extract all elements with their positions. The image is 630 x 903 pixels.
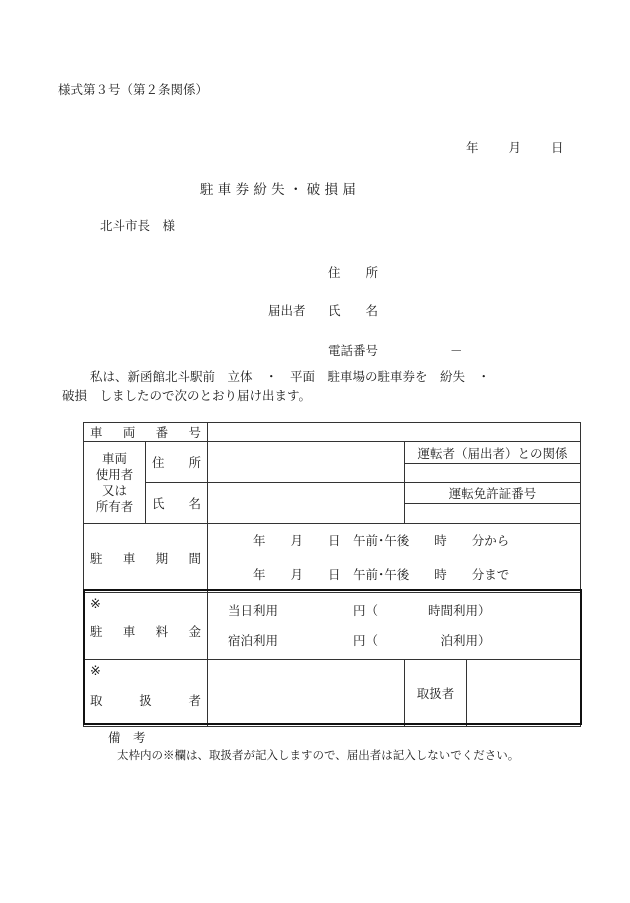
- statement-line-1: 私は、新函館北斗駅前 立体 ・ 平面 駐車場の駐車券を 紛失 ・: [90, 369, 491, 384]
- addressee: 北斗市長 様: [100, 218, 176, 233]
- statement-line-2: 破損 しましたので次のとおり届け出ます。: [62, 388, 312, 403]
- parking-period-field[interactable]: [208, 524, 581, 593]
- page-title: 駐 車 券 紛 失 ・ 破 損 届: [200, 182, 356, 198]
- owner-label: 車両 使用者 又は 所有者: [84, 442, 146, 524]
- date-month: 月: [508, 140, 522, 155]
- fee-same-day: 当日利用 円（ 時間利用）: [228, 603, 491, 618]
- form-id: 様式第３号（第２条関係）: [58, 82, 209, 97]
- notes-heading: 備 考: [108, 730, 146, 745]
- owner-address-label: 住 所: [146, 442, 208, 483]
- period-from: 年 月 日 午前･午後 時 分から: [253, 533, 510, 548]
- period-to: 年 月 日 午前･午後 時 分まで: [253, 567, 510, 582]
- parking-period-label: 駐 車 期 間: [84, 524, 208, 593]
- owner-name-field[interactable]: [208, 483, 405, 524]
- parking-fee-label: ※ 駐 車 料 金: [84, 593, 208, 660]
- license-number-field[interactable]: [405, 504, 581, 524]
- reporter-phone-label: 電話番号: [328, 343, 379, 358]
- notes-text: 太枠内の※欄は、取扱者が記入しますので、届出者は記入しないでください。: [117, 748, 520, 762]
- report-table: [83, 422, 581, 727]
- fee-overnight: 宿泊利用 円（ 泊利用）: [228, 633, 491, 648]
- owner-address-field[interactable]: [208, 442, 405, 483]
- owner-name-label: 氏 名: [146, 483, 208, 524]
- handler-right-label: 取扱者: [405, 660, 467, 727]
- vehicle-number-field[interactable]: [208, 423, 581, 442]
- date-day: 日: [551, 140, 564, 155]
- phone-separator: －: [450, 343, 463, 358]
- handler-field[interactable]: [208, 660, 405, 727]
- driver-relation-label: 運転者（届出者）との関係: [405, 442, 581, 464]
- parking-fee-field[interactable]: [208, 593, 581, 660]
- license-number-label: 運転免許証番号: [405, 483, 581, 504]
- date-line: [466, 138, 564, 156]
- reporter-address-label: 住 所: [328, 265, 379, 280]
- vehicle-number-label: 車 両 番 号: [84, 423, 208, 442]
- handler-label: ※ 取 扱 者: [84, 660, 208, 727]
- date-year: 年: [466, 140, 479, 155]
- handler-stamp-field[interactable]: [467, 660, 581, 727]
- reporter-name-label: 氏 名: [328, 303, 379, 318]
- driver-relation-field[interactable]: [405, 464, 581, 483]
- reporter-label: 届出者: [268, 303, 306, 318]
